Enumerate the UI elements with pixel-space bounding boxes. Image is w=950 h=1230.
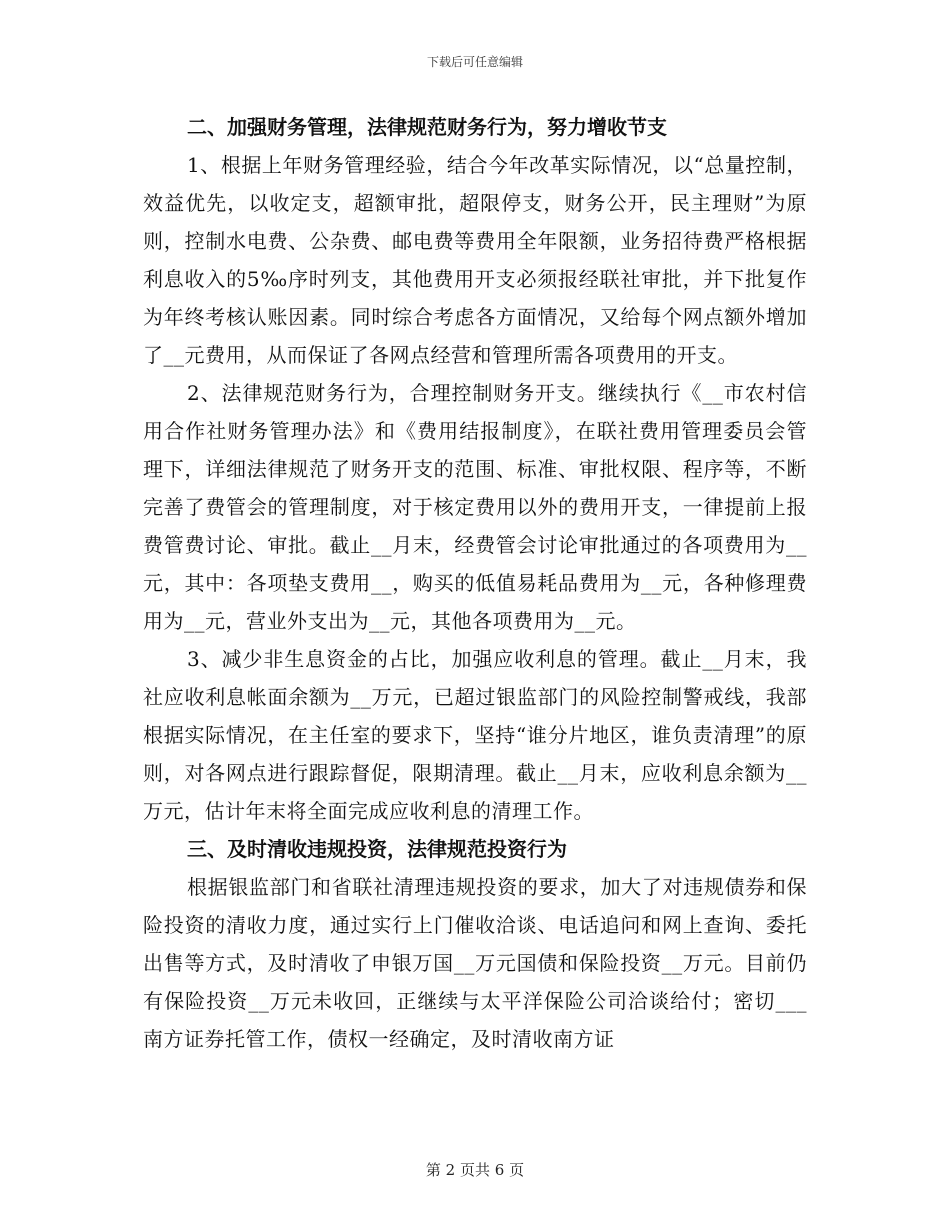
paragraph-2-3: 3、减少非生息资金的占比，加强应收利息的管理。截止__月末，我社应收利息帐面余额为__万元，已超过银监部门的风险控制警戒线，我部根据实际情况，在主任室的要求下，坚持“谁分片地区，谁负责清理”的原则，对各网点进行跟踪督促，限期清理。截止__月末，应收利息余额为__万元，估计年末将全面完成应收利息的清理工作。	[143, 647, 807, 823]
header-note: 下载后可任意编辑	[426, 55, 523, 69]
document-body	[143, 108, 807, 1058]
paragraph-2-1: 1、根据上年财务管理经验，结合今年改革实际情况，以“总量控制，效益优先，以收定支，超额审批，超限停支，财务公开，民主理财”为原则，控制水电费、公杂费、邮电费等费用全年限额，业务招待费严格根据利息收入的5‰序时列支，其他费用开支必须报经联社审批，并下批复作为年终考核认账因素。同时综合考虑各方面情况，又给每个网点额外增加了__元费用，从而保证了各网点经营和管理所需各项费用的开支。	[143, 153, 807, 367]
section-heading-2: 二、加强财务管理，法律规范财务行为，努力增收节支	[187, 115, 667, 139]
paragraph-3-1: 根据银监部门和省联社清理违规投资的要求，加大了对违规债券和保险投资的清收力度，通过实行上门催收洽谈、电话追问和网上查询、委托出售等方式，及时清收了申银万国__万元国债和保险投资__万元。目前仍有保险投资__万元未收回，正继续与太平洋保险公司洽谈给付；密切___南方证券托管工作，债权一经确定，及时清收南方证	[143, 875, 807, 1051]
page-footer: 第 2 页共 6 页	[425, 1161, 525, 1179]
paragraph-2-2: 2、法律规范财务行为，合理控制财务开支。继续执行《__市农村信用合作社财务管理办法》和《费用结报制度》，在联社费用管理委员会管理下，详细法律规范了财务开支的范围、标准、审批权限、程序等，不断完善了费管会的管理制度，对于核定费用以外的费用开支，一律提前上报费管费讨论、审批。截止__月末，经费管会讨论审批通过的各项费用为__元，其中：各项垫支费用__，购买的低值易耗品费用为__元，各种修理费用为__元，营业外支出为__元，其他各项费用为__元。	[143, 381, 807, 633]
section-heading-3: 三、及时清收违规投资，法律规范投资行为	[187, 837, 567, 861]
